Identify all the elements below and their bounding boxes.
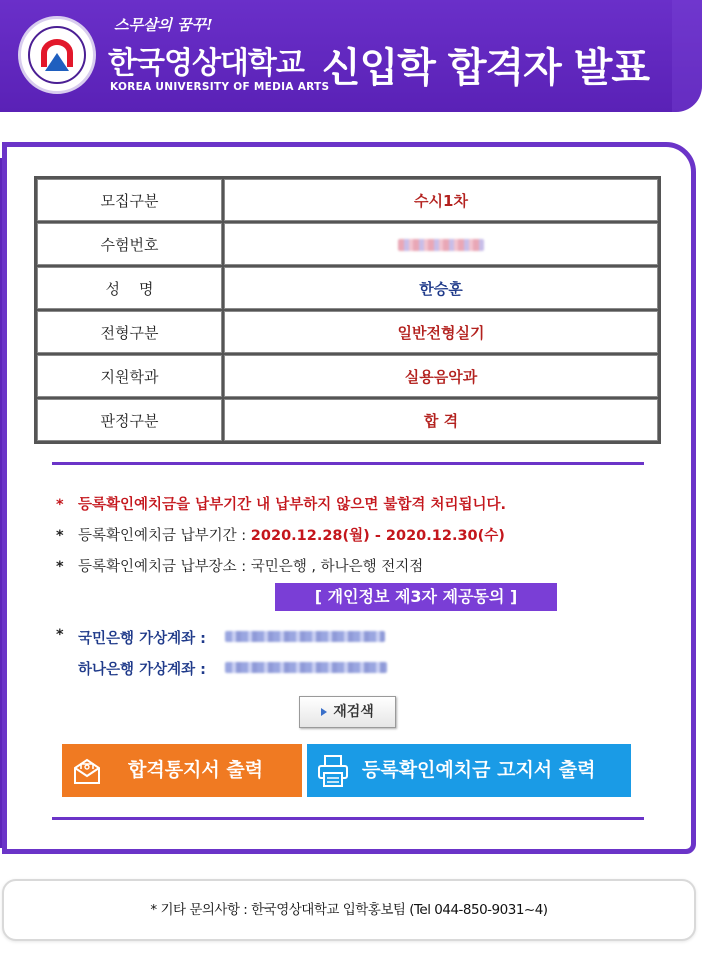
notice-period: * 등록확인예치금 납부기간 : 2020.12.28(월) - 2020.12.30(수) [56,528,505,544]
research-button-label: 재검색 [333,704,374,720]
divider-top [52,462,644,465]
row-label: 전형구분 [37,311,222,353]
print-deposit-notice-button[interactable] [307,744,631,797]
result-table [34,176,661,444]
table-row [37,267,658,309]
hana-account-label: 하나은행 가상계좌 : [78,662,206,678]
table-row [37,399,658,441]
notice-warning: * 등록확인예치금을 납부기간 내 납부하지 않으면 불합격 처리됩니다. [56,497,506,513]
research-button[interactable] [299,696,396,728]
masked-kb-account [225,631,385,642]
decision-value: 합 격 [224,399,658,441]
play-arrow-icon [321,708,327,716]
privacy-consent-button[interactable]: [ 개인정보 제3자 제공동의 ] [275,583,557,611]
table-row [37,355,658,397]
masked-hana-account [225,662,387,673]
table-row [37,311,658,353]
university-emblem-icon [18,16,96,94]
account-star: * [56,627,64,643]
print-acceptance-letter-button[interactable] [62,744,302,797]
exam-number-value [224,223,658,265]
deposit-notice-label: 등록확인예치금 고지서 출력 [362,759,596,781]
university-name-en: KOREA UNIVERSITY OF MEDIA ARTS [110,81,330,93]
page-title: 신입학 합격자 발표 [322,45,649,91]
recruitment-type-value: 수시1차 [224,179,658,221]
table-row [37,179,658,221]
row-label: 성 명 [37,267,222,309]
row-label: 판정구분 [37,399,222,441]
department-value: 실용음악과 [224,355,658,397]
acceptance-letter-label: 합격통지서 출력 [128,759,264,781]
payment-place: 국민은행 , 하나은행 전지점 [250,559,424,575]
payment-period: 2020.12.28(월) - 2020.12.30(수) [250,528,505,544]
divider-bottom [52,817,644,820]
applicant-name-value: 한승훈 [224,267,658,309]
university-name: 한국영상대학교 [108,46,304,81]
masked-exam-number [398,239,484,251]
row-label: 지원학과 [37,355,222,397]
footer [2,879,696,941]
row-label: 모집구분 [37,179,222,221]
row-label: 수험번호 [37,223,222,265]
table-row [37,223,658,265]
slogan: 스무살의 꿈꾸! [114,16,213,34]
printer-icon [317,754,349,788]
envelope-icon [72,756,102,786]
header-banner [0,0,702,112]
kb-account-label: 국민은행 가상계좌 : [78,631,206,647]
notice-place: * 등록확인예치금 납부장소 : 국민은행 , 하나은행 전지점 [56,559,424,575]
footer-contact: * 기타 문의사항 : 한국영상대학교 입학홍보팀 (Tel 044-850-9031~4) [150,902,548,918]
admission-type-value: 일반전형실기 [224,311,658,353]
